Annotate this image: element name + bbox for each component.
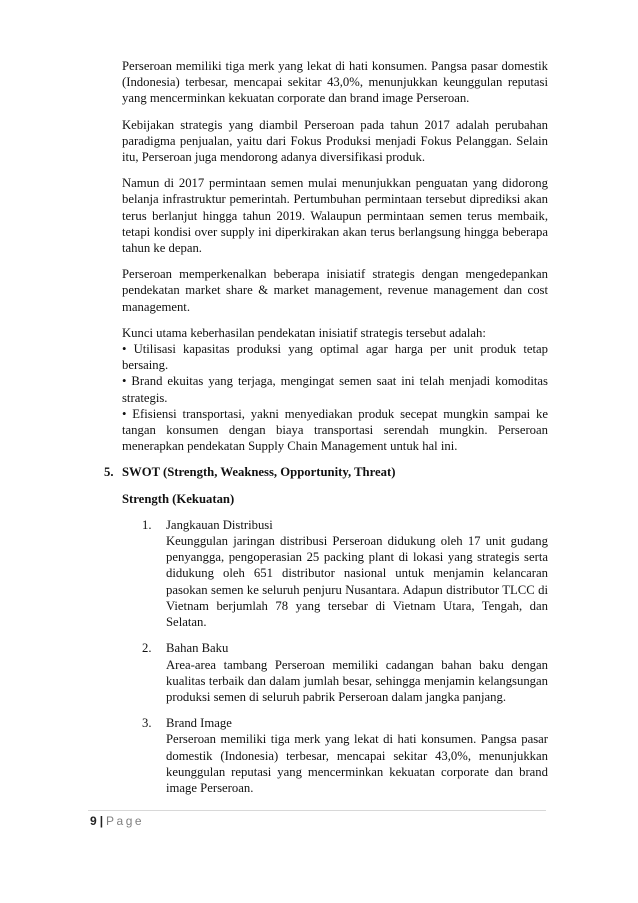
bullet-item: • Utilisasi kapasitas produksi yang optimal agar harga per unit produk tetap bersaing.: [122, 342, 548, 373]
section-heading: [104, 464, 548, 480]
bullet-item: • Efisiensi transportasi, yakni menyediakan produk secepat mungkin sampai ke tangan konsumen dengan biaya transportasi serendah mungkin. Perseroan menerapkan pendekatan Supply Chain Management untuk hal ini.: [122, 406, 548, 454]
list-item-text: Keunggulan jaringan distribusi Perseroan didukung oleh 17 unit gudang penyangga, pengoperasian 25 packing plant di lokasi yang strategis serta didukung oleh 651 distributor nasional untuk menjamin kelancaran pasokan semen ke seluruh penjuru Nusantara. Adapun distributor TLCC di Vietnam berjumlah 78 yang tersebar di Vietnam Utara, Tengah, dan Selatan.: [166, 534, 548, 630]
paragraph: Kebijakan strategis yang diambil Perseroan pada tahun 2017 adalah perubahan paradigma penjualan, yaitu dari Fokus Produksi menjadi Fokus Pelanggan. Selain itu, Perseroan juga mendorong adanya diversifikasi produk.: [122, 117, 548, 165]
list-item-number: 3.: [142, 716, 152, 731]
page-number: 9: [90, 814, 97, 828]
list-item-number: 1.: [142, 517, 152, 532]
list-item-title: Brand Image: [166, 716, 232, 731]
page-body: [104, 58, 548, 806]
footer-separator: |: [99, 814, 104, 828]
page-footer: [90, 814, 144, 828]
section-title: SWOT (Strength, Weakness, Opportunity, Threat): [122, 465, 396, 480]
list-item-title: Jangkauan Distribusi: [166, 517, 273, 532]
paragraph: Namun di 2017 permintaan semen mulai menunjukkan penguatan yang didorong belanja infrastruktur pemerintah. Pertumbuhan permintaan tersebut diprediksi akan terus berlanjut hingga tahun 2019. Walaupun permintaan semen terus membaik, tetapi kondisi over supply ini diperkirakan akan terus berlangsung hingga beberapa tahun ke depan.: [122, 176, 548, 256]
footer-divider: [88, 810, 546, 811]
list-item-text: Area-area tambang Perseroan memiliki cadangan bahan baku dengan kualitas terbaik dan dalam jumlah besar, sehingga menjamin kelangsungan produksi semen di seluruh pabrik Perseroan dalam jangka panjang.: [166, 657, 548, 704]
key-success-intro: Kunci utama keberhasilan pendekatan inisiatif strategis tersebut adalah:: [122, 325, 486, 340]
list-item: [142, 640, 548, 705]
list-item-number: 2.: [142, 641, 152, 656]
list-item: [142, 517, 548, 630]
page-label: Page: [106, 814, 145, 828]
bullet-item: • Brand ekuitas yang terjaga, mengingat semen saat ini telah menjadi komoditas strategis.: [122, 374, 548, 405]
list-item-title: Bahan Baku: [166, 641, 229, 656]
key-success-block: [122, 325, 548, 455]
section-subtitle: Strength (Kekuatan): [122, 491, 235, 506]
list-item: [142, 715, 548, 796]
strength-list: [122, 517, 548, 796]
section-number: 5.: [104, 465, 114, 480]
list-item-text: Perseroan memiliki tiga merk yang lekat di hati konsumen. Pangsa pasar domestik (Indonesia) terbesar, mencapai sekitar 43,0%, menunjukkan keunggulan reputasi yang mencerminkan kekuatan corporate dan brand image Perseroan.: [166, 732, 548, 795]
paragraph: Perseroan memiliki tiga merk yang lekat di hati konsumen. Pangsa pasar domestik (Indonesia) terbesar, mencapai sekitar 43,0%, menunjukkan keunggulan reputasi yang mencerminkan kekuatan corporate dan brand image Perseroan.: [122, 59, 548, 106]
paragraph: Perseroan memperkenalkan beberapa inisiatif strategis dengan mengedepankan pendekatan market share & market management, revenue management dan cost management.: [122, 267, 548, 314]
